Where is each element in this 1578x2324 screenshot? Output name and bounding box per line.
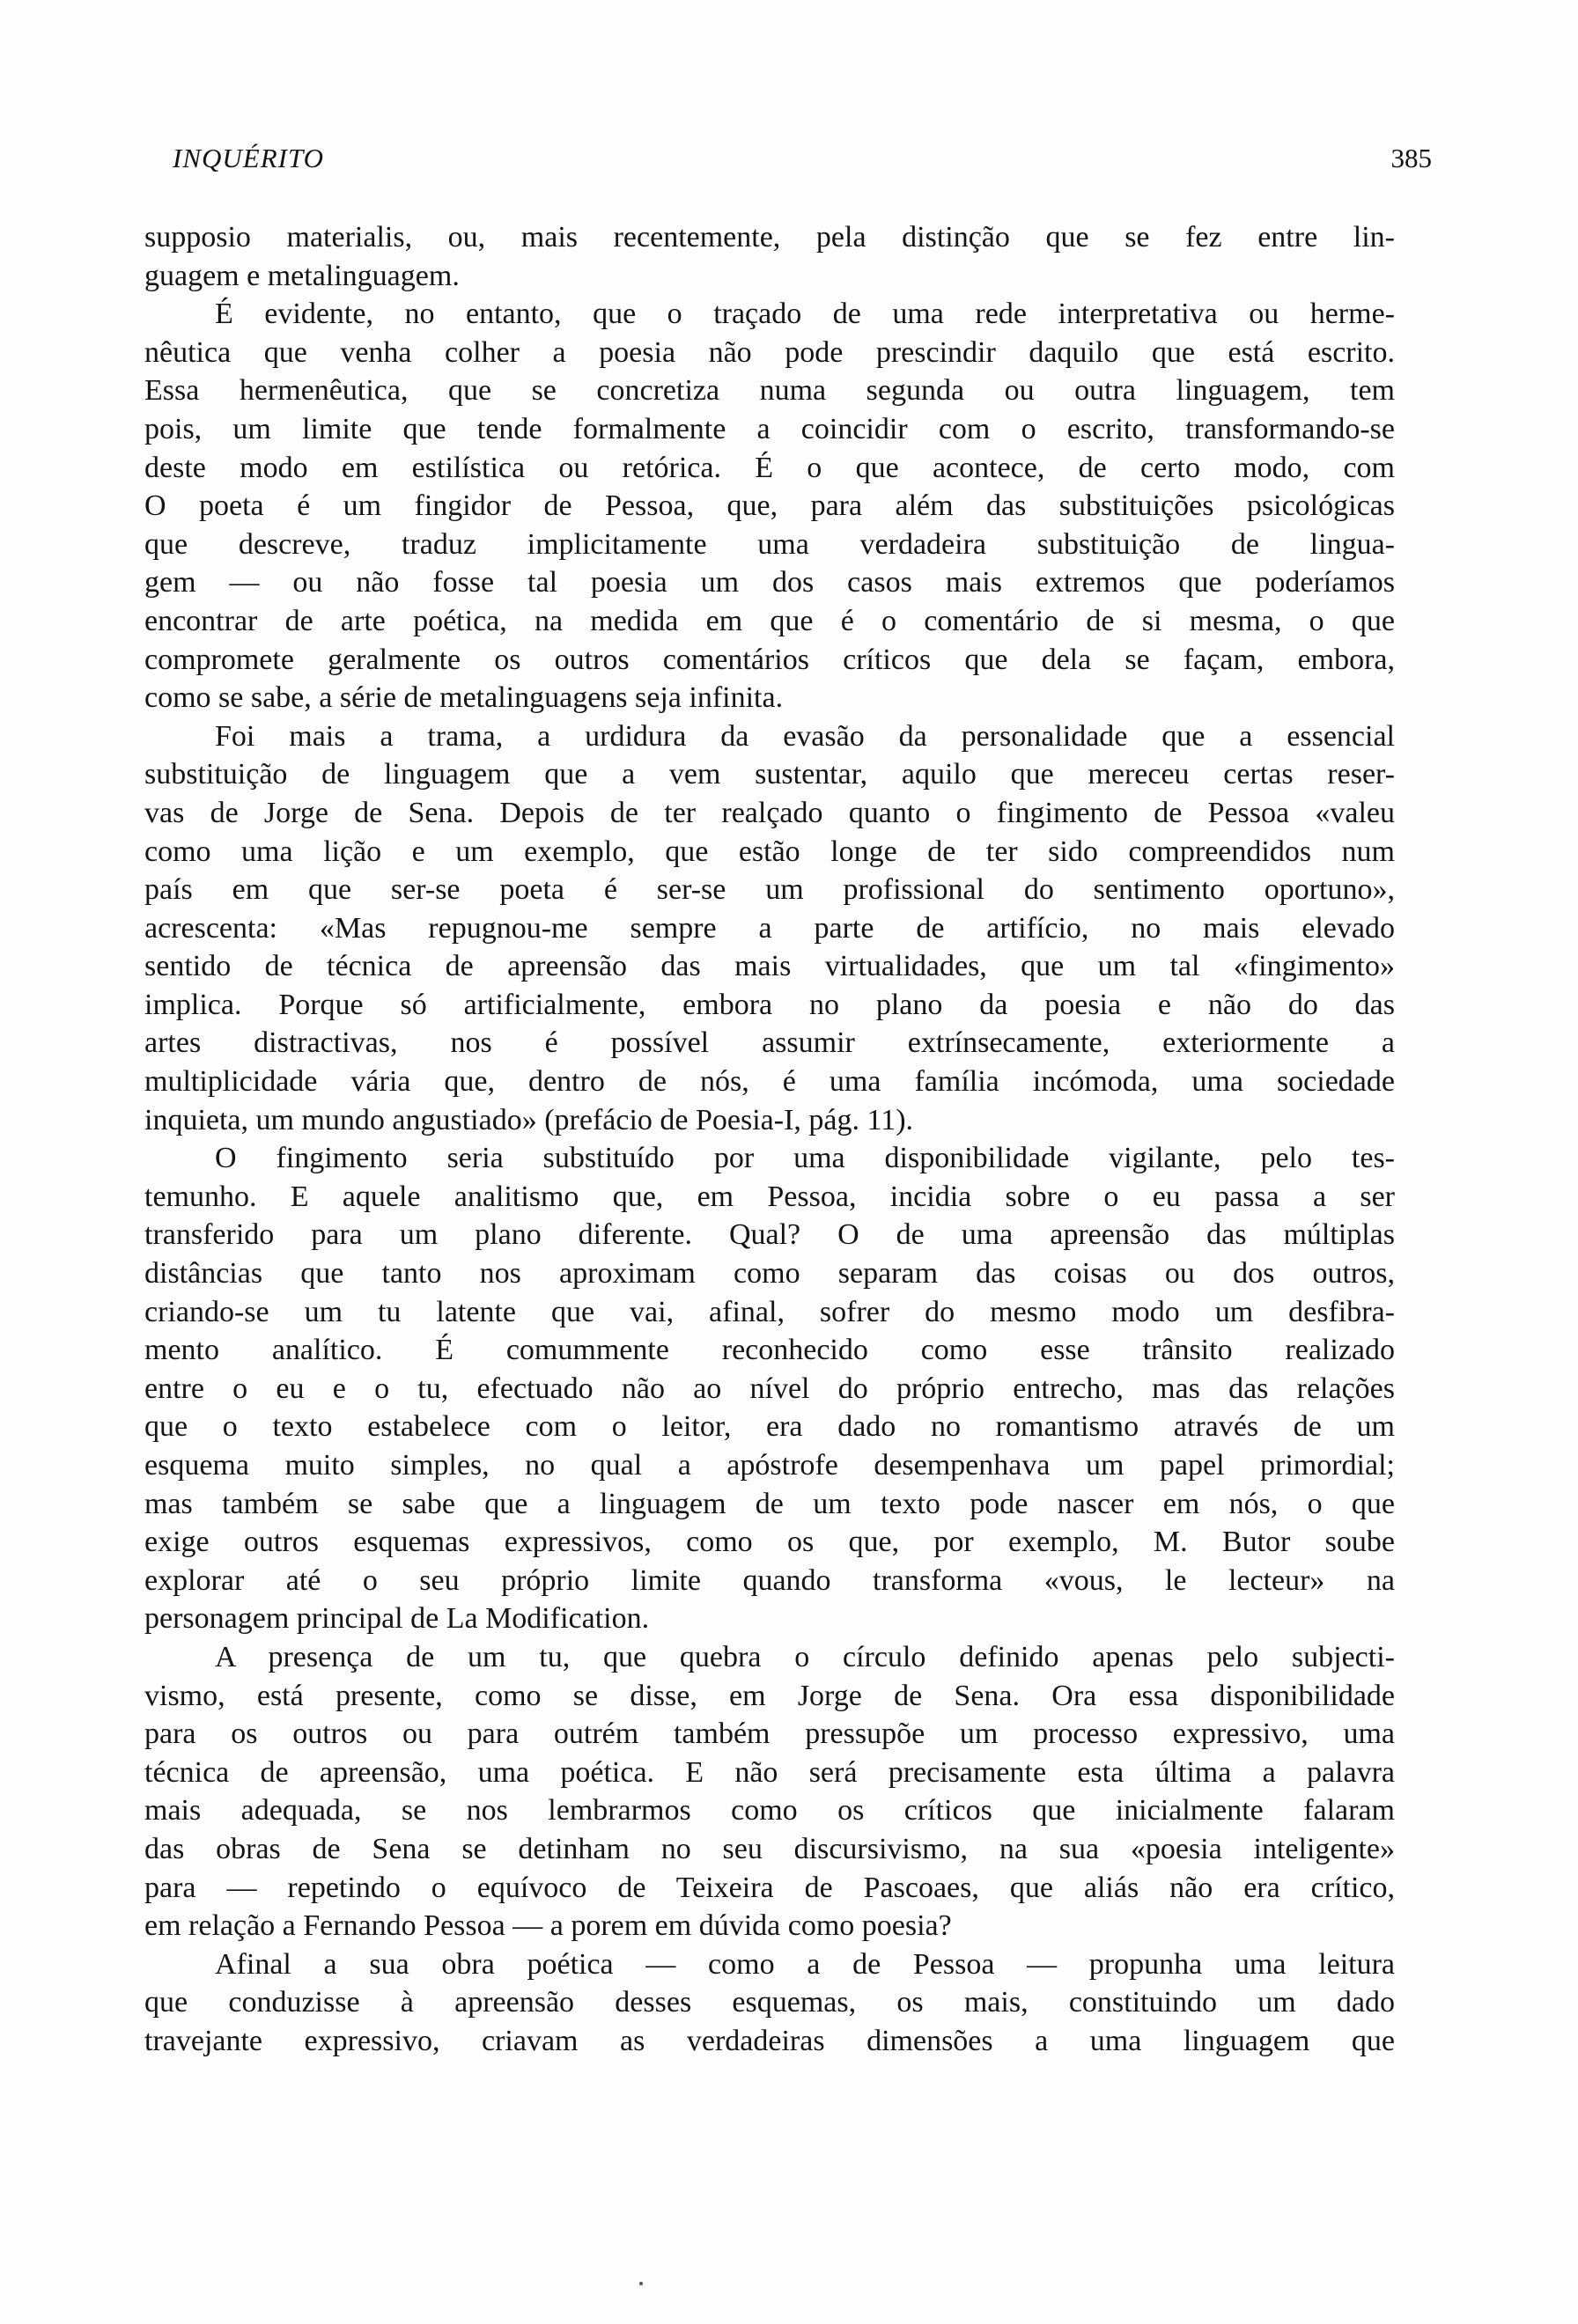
text-line: para — repetindo o equívoco de Teixeira de Pascoaes, que aliás não era crítico, — [144, 1871, 1395, 1904]
text-line: em relação a Fernando Pessoa — a porem em dúvida como poesia? — [144, 1909, 952, 1943]
text-line: entre o eu e o tu, efectuado não ao nível do próprio entrecho, mas das relações — [144, 1372, 1395, 1405]
text-line: O fingimento seria substituído por uma disponibilidade vigilante, pelo tes- — [215, 1142, 1395, 1175]
text-line: inquieta, um mundo angustiado» (prefácio de Poesia-I, pág. 11). — [144, 1103, 914, 1136]
text-line: distâncias que tanto nos aproximam como separam das coisas ou dos outros, — [144, 1257, 1395, 1291]
text-line: temunho. E aquele analitismo que, em Pessoa, incidia sobre o eu passa a ser — [144, 1180, 1395, 1213]
text-line: personagem principal de La Modification. — [144, 1602, 650, 1636]
text-line: vismo, está presente, como se disse, em Jorge de Sena. Ora essa disponibilidade — [144, 1679, 1395, 1712]
text-line: criando-se um tu latente que vai, afinal, sofrer do mesmo modo um desfibra- — [144, 1295, 1395, 1328]
text-line: acrescenta: «Mas repugnou-me sempre a parte de artifício, no mais elevado — [144, 911, 1395, 945]
text-line: compromete geralmente os outros comentários críticos que dela se façam, embora, — [144, 643, 1395, 676]
text-line: que o texto estabelece com o leitor, era dado no romantismo através de um — [144, 1410, 1395, 1444]
text-line: substituição de linguagem que a vem sustentar, aquilo que mereceu certas reser- — [144, 758, 1395, 791]
text-line: sentido de técnica de apreensão das mais virtualidades, que um tal «fingimento» — [144, 950, 1395, 983]
text-line: pois, um limite que tende formalmente a coincidir com o escrito, transformando-se — [144, 412, 1395, 445]
print-speck — [639, 2282, 643, 2285]
text-line: exige outros esquemas expressivos, como os que, por exemplo, M. Butor soube — [144, 1526, 1395, 1559]
text-line: esquema muito simples, no qual a apóstrofe desempenhava um papel primordial; — [144, 1449, 1395, 1482]
text-line: transferido para um plano diferente. Qual? O de uma apreensão das múltiplas — [144, 1218, 1395, 1252]
text-line: que descreve, traduz implicitamente uma verdadeira substituição de lingua- — [144, 527, 1395, 561]
text-line: vas de Jorge de Sena. Depois de ter realçado quanto o fingimento de Pessoa «valeu — [144, 796, 1395, 829]
text-line: como se sabe, a série de metalinguagens seja infinita. — [144, 681, 784, 715]
text-line: implica. Porque só artificialmente, embora no plano da poesia e não do das — [144, 988, 1395, 1021]
text-line: A presença de um tu, que quebra o círculo definido apenas pelo subjecti- — [215, 1640, 1395, 1673]
text-line: mas também se sabe que a linguagem de um texto pode nascer em nós, o que — [144, 1487, 1395, 1520]
page-number: 385 — [1390, 143, 1432, 173]
text-line: mais adequada, se nos lembrarmos como os críticos que inicialmente falaram — [144, 1794, 1395, 1828]
text-line: travejante expressivo, criavam as verdadeiras dimensões a uma linguagem que — [144, 2024, 1395, 2057]
text-line: Afinal a sua obra poética — como a de Pessoa — propunha uma leitura — [215, 1947, 1395, 1981]
text-line: encontrar de arte poética, na medida em que é o comentário de si mesma, o que — [144, 604, 1395, 637]
text-line: guagem e metalinguagem. — [144, 259, 460, 292]
body-text — [144, 218, 1395, 2061]
text-line: O poeta é um fingidor de Pessoa, que, para além das substituições psicológicas — [144, 489, 1395, 523]
text-line: nêutica que venha colher a poesia não pode prescindir daquilo que está escrito. — [144, 335, 1395, 369]
text-line: como uma lição e um exemplo, que estão longe de ter sido compreendidos num — [144, 835, 1395, 868]
text-line: que conduzisse à apreensão desses esquemas, os mais, constituindo um dado — [144, 1986, 1395, 2019]
text-line: mento analítico. É comummente reconhecido como esse trânsito realizado — [144, 1334, 1395, 1367]
text-line: para os outros ou para outrém também pressupõe um processo expressivo, uma — [144, 1717, 1395, 1751]
text-line: supposio materialis, ou, mais recentemente, pela distinção que se fez entre lin- — [144, 221, 1395, 254]
text-line: técnica de apreensão, uma poética. E não será precisamente esta última a palavra — [144, 1755, 1395, 1789]
running-header — [173, 143, 1432, 187]
text-line: deste modo em estilística ou retórica. É o que acontece, de certo modo, com — [144, 451, 1395, 484]
text-line: Essa hermenêutica, que se concretiza numa segunda ou outra linguagem, tem — [144, 374, 1395, 408]
text-line: gem — ou não fosse tal poesia um dos casos mais extremos que poderíamos — [144, 566, 1395, 599]
running-title: INQUÉRITO — [173, 143, 325, 173]
text-line: das obras de Sena se detinham no seu discursivismo, na sua «poesia inteligente» — [144, 1832, 1395, 1865]
text-line: multiplicidade vária que, dentro de nós, é uma família incómoda, uma sociedade — [144, 1065, 1395, 1099]
text-line: Foi mais a trama, a urdidura da evasão da personalidade que a essencial — [215, 719, 1395, 753]
text-line: país em que ser-se poeta é ser-se um profissional do sentimento oportuno», — [144, 873, 1395, 907]
text-line: artes distractivas, nos é possível assumir extrínsecamente, exteriormente a — [144, 1026, 1395, 1060]
text-line: explorar até o seu próprio limite quando transforma «vous, le lecteur» na — [144, 1563, 1395, 1597]
text-line: É evidente, no entanto, que o traçado de uma rede interpretativa ou herme- — [215, 298, 1395, 331]
